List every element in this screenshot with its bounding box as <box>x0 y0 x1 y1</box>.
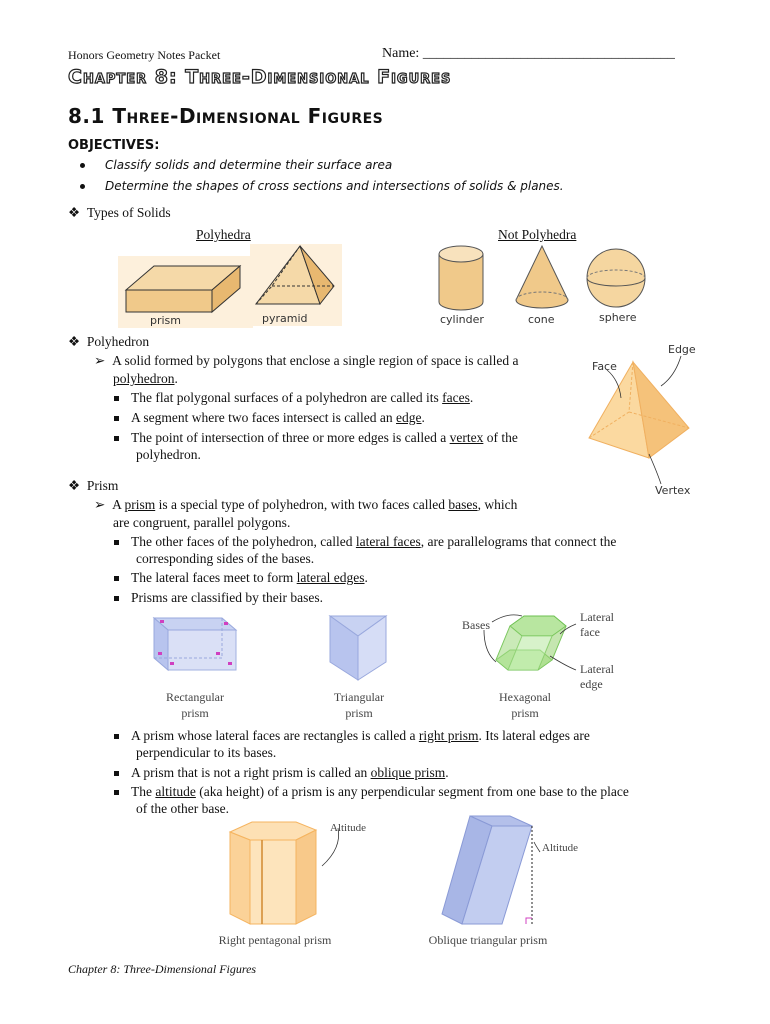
hexagonal-caption-2: prism <box>511 706 539 720</box>
square-bullet-icon <box>114 596 119 601</box>
diamond-bullet-icon: ❖ <box>68 478 81 493</box>
polyhedron-heading-text: Polyhedron <box>86 334 150 349</box>
diamond-bullet-icon: ❖ <box>68 334 81 349</box>
lateral-edges-term: lateral edges <box>296 570 365 585</box>
square-bullet-icon <box>114 540 119 545</box>
bullet-text: The lateral faces meet to form <box>131 570 297 585</box>
definition-text: A <box>112 497 125 512</box>
square-bullet-icon <box>114 416 119 421</box>
section-title: 8.1 Three-Dimensional Figures <box>68 104 384 128</box>
polyhedra-label: Polyhedra <box>196 227 251 242</box>
objectives-heading: OBJECTIVES: <box>68 138 160 153</box>
bullet-text: A segment where two faces intersect is called an <box>131 410 397 425</box>
diamond-bullet-icon: ❖ <box>68 205 81 220</box>
bullet-icon <box>80 163 85 168</box>
oblique-triangular-caption: Oblique triangular prism <box>428 933 548 947</box>
bullet-text: A prism that is not a right prism is called an <box>131 765 371 780</box>
chapter-title: Chapter 8: Three-Dimensional Figures <box>68 66 452 88</box>
right-prism-term: right prism <box>418 728 479 743</box>
bullet-text: . <box>445 765 449 780</box>
bullet-text: The other faces of the polyhedron, called <box>131 534 356 549</box>
vertex-term: vertex <box>449 430 484 445</box>
square-bullet-icon <box>114 771 119 776</box>
vertex-bullet <box>114 429 518 446</box>
lateral-faces-term: lateral faces <box>355 534 421 549</box>
triangular-caption-2: prism <box>345 706 373 720</box>
bullet-text: Prisms are classified by their bases. <box>131 590 323 605</box>
header-packet-title: Honors Geometry Notes Packet <box>68 48 221 62</box>
altitude-label-right: Altitude <box>330 822 367 834</box>
types-heading <box>68 204 171 221</box>
oblique-prism-term: oblique prism <box>370 765 446 780</box>
bases-label: Bases <box>462 618 490 632</box>
altitude-bullet <box>114 783 629 800</box>
bullet-text: . <box>469 390 474 405</box>
pyramid-caption: pyramid <box>262 312 308 325</box>
altitude-cont: of the other base. <box>136 801 229 816</box>
square-bullet-icon <box>114 790 119 795</box>
lateral-edges-bullet <box>114 569 368 586</box>
right-prism-cont: perpendicular to its bases. <box>136 745 277 760</box>
polyhedron-term: polyhedron <box>113 371 175 386</box>
prism-heading-text: Prism <box>86 478 119 493</box>
bullet-icon <box>80 184 85 189</box>
hexagonal-caption-1: Hexagonal <box>499 690 551 704</box>
prism-figure <box>118 246 253 328</box>
edge-label: Edge <box>668 343 696 356</box>
bases-term: bases <box>448 497 478 512</box>
sphere-figure <box>585 247 647 309</box>
lateral-faces-cont: corresponding sides of the bases. <box>136 551 315 566</box>
lateral-edge-label-2: edge <box>580 677 603 691</box>
not-polyhedra-label: Not Polyhedra <box>498 227 577 242</box>
faces-bullet <box>114 389 473 406</box>
bullet-text: The flat polygonal surfaces of a polyhedron are called its <box>131 390 443 405</box>
rectangular-caption-1: Rectangular <box>166 690 224 704</box>
vertex-bullet-cont: polyhedron. <box>136 447 201 462</box>
lateral-faces-bullet <box>114 533 616 550</box>
prism-heading <box>68 477 118 494</box>
cone-caption: cone <box>528 313 555 326</box>
classified-bullet <box>114 589 323 606</box>
objective-text: Classify solids and determine their surface area <box>105 158 393 172</box>
right-pentagonal-caption: Right pentagonal prism <box>218 933 332 947</box>
arrow-bullet-icon: ➢ <box>94 497 106 512</box>
face-label: Face <box>592 360 617 373</box>
footer: Chapter 8: Three-Dimensional Figures <box>68 962 257 976</box>
prism-definition-cont: are congruent, parallel polygons. <box>113 515 291 530</box>
bullet-text: . Its lateral edges are <box>478 728 590 743</box>
oblique-triangular-prism-figure <box>440 812 560 930</box>
rectangular-prism-figure <box>150 612 242 674</box>
prism-definition <box>94 496 517 513</box>
square-bullet-icon <box>114 576 119 581</box>
square-bullet-icon <box>114 734 119 739</box>
lateral-face-label-1: Lateral <box>580 610 614 624</box>
definition-text: , which <box>477 497 518 512</box>
right-pentagonal-prism-figure <box>226 818 376 930</box>
bullet-text: , are parallelograms that connect the <box>420 534 617 549</box>
name-field[interactable]: Name: ____________________________________ <box>382 46 675 61</box>
square-bullet-icon <box>114 436 119 441</box>
bullet-text: of the <box>483 430 518 445</box>
bullet-text: . <box>421 410 425 425</box>
square-bullet-icon <box>114 396 119 401</box>
triangular-prism-figure <box>326 612 390 684</box>
polyhedron-term-line: polyhedron. <box>113 371 178 386</box>
prism-caption: prism <box>150 314 182 327</box>
polyhedron-heading <box>68 333 149 350</box>
definition-text: is a special type of polyhedron, with two faces called <box>155 497 449 512</box>
rectangular-caption-2: prism <box>181 706 209 720</box>
objective-item <box>80 179 564 193</box>
lateral-face-label-2: face <box>580 625 600 639</box>
edge-term: edge <box>396 410 422 425</box>
bullet-text: . <box>364 570 368 585</box>
cylinder-caption: cylinder <box>440 313 484 326</box>
objective-text: Determine the shapes of cross sections and intersections of solids & planes. <box>105 179 564 193</box>
right-prism-bullet <box>114 727 590 744</box>
altitude-label-oblique: Altitude <box>542 842 579 854</box>
bullet-text: (aka height) of a prism is any perpendicular segment from one base to the place <box>195 784 629 799</box>
bullet-text: A prism whose lateral faces are rectangles is called a <box>131 728 419 743</box>
cylinder-figure <box>436 244 486 312</box>
altitude-term: altitude <box>155 784 196 799</box>
arrow-bullet-icon: ➢ <box>94 353 106 368</box>
bullet-text: The point of intersection of three or more edges is called a <box>131 430 450 445</box>
bullet-text: The <box>131 784 156 799</box>
faces-term: faces <box>442 390 470 405</box>
definition-text: A solid formed by polygons that enclose a single region of space is called a <box>112 353 519 368</box>
sphere-caption: sphere <box>599 311 637 324</box>
lateral-edge-label-1: Lateral <box>580 662 614 676</box>
triangular-caption-1: Triangular <box>333 690 385 704</box>
types-heading-text: Types of Solids <box>86 205 171 220</box>
edge-bullet <box>114 409 425 426</box>
vertex-label: Vertex <box>655 484 691 497</box>
prism-term: prism <box>124 497 156 512</box>
cone-figure <box>512 244 572 310</box>
oblique-prism-bullet <box>114 764 449 781</box>
objective-item <box>80 158 392 172</box>
polyhedron-definition <box>94 352 574 369</box>
